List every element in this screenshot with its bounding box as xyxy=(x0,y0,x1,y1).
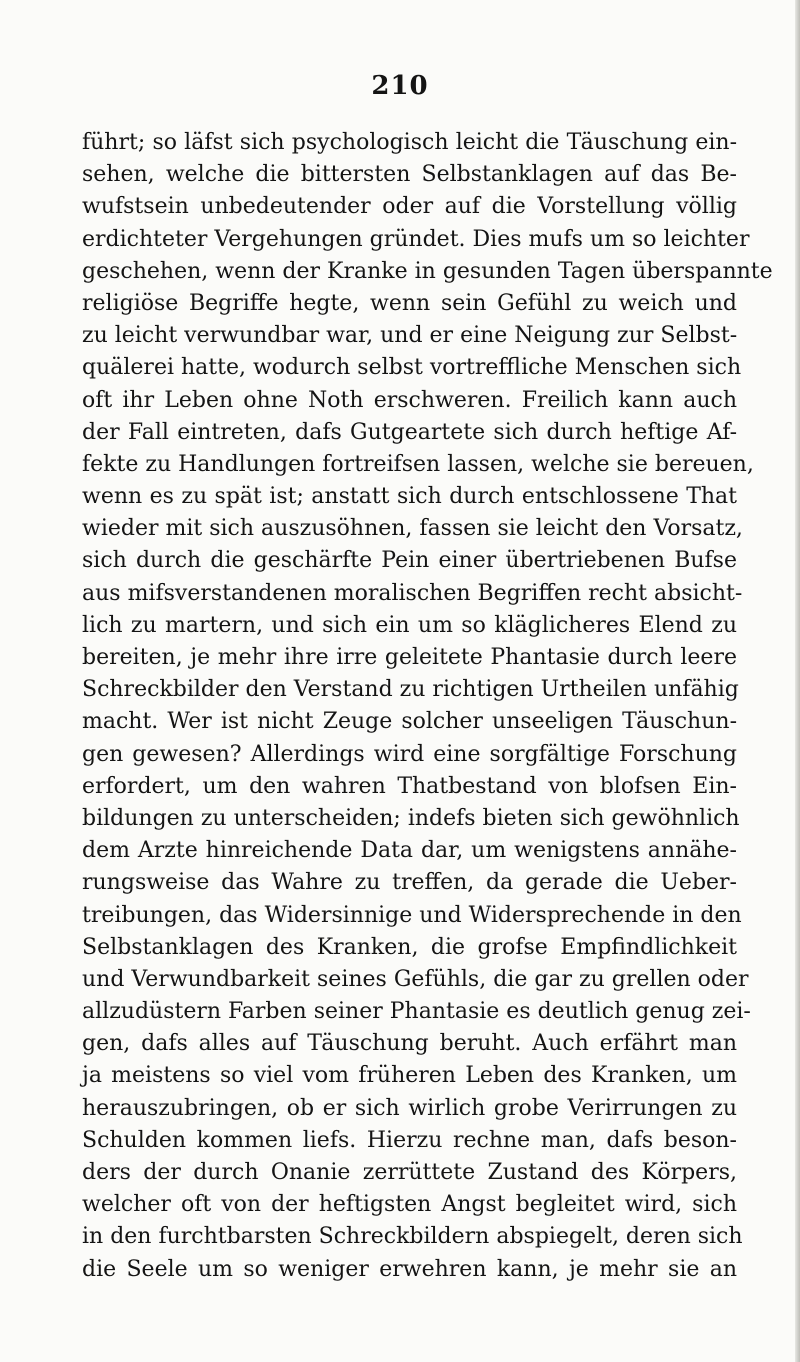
text-line: geschehen, wenn der Kranke in gesunden Tagen überspannte xyxy=(82,258,773,284)
text-line: fekte zu Handlungen fortreifsen lassen, welche sie bereuen, xyxy=(82,451,754,477)
text-line: religiöse Begriffe hegte, wenn sein Gefühl zu weich und xyxy=(82,290,737,316)
text-line: erfordert, um den wahren Thatbestand von blofsen Ein- xyxy=(82,773,737,799)
text-line: wenn es zu spät ist; anstatt sich durch entschlossene That xyxy=(82,484,737,510)
text-line: Schreckbilder den Verstand zu richtigen Urtheilen unfähig xyxy=(82,677,739,703)
text-line: dem Arzte hinreichende Data dar, um wenigstens annähe- xyxy=(82,838,737,864)
text-line: treibungen, das Widersinnige und Widersprechende in den xyxy=(82,902,742,928)
text-line: welcher oft von der heftigsten Angst begleitet wird, sich xyxy=(82,1192,737,1218)
text-line: rungsweise das Wahre zu treffen, da gerade die Ueber- xyxy=(82,870,737,896)
text-line: der Fall eintreten, dafs Gutgeartete sich durch heftige Af- xyxy=(82,419,737,445)
text-line: herauszubringen, ob er sich wirlich grobe Verirrungen zu xyxy=(82,1095,737,1121)
text-line: Selbstanklagen des Kranken, die grofse Empfindlichkeit xyxy=(82,934,737,960)
text-line: sehen, welche die bittersten Selbstanklagen auf das Be- xyxy=(82,162,737,188)
page-edge xyxy=(795,0,800,1362)
text-line: in den furchtbarsten Schreckbildern abspiegelt, deren sich xyxy=(82,1224,743,1250)
text-line: die Seele um so weniger erwehren kann, je mehr sie an xyxy=(82,1256,737,1282)
text-line: führt; so läfst sich psychologisch leicht die Täuschung ein- xyxy=(82,130,737,155)
text-line: gen gewesen? Allerdings wird eine sorgfältige Forschung xyxy=(82,741,737,767)
text-line: und Verwundbarkeit seines Gefühls, die gar zu grellen oder xyxy=(82,966,749,992)
text-line: bildungen zu unterscheiden; indefs bieten sich gewöhnlich xyxy=(82,805,740,831)
text-line: zu leicht verwundbar war, und er eine Neigung zur Selbst- xyxy=(82,323,738,349)
text-line: bereiten, je mehr ihre irre geleitete Phantasie durch leere xyxy=(82,645,737,670)
text-line: wufstsein unbedeutender oder auf die Vorstellung völlig xyxy=(82,194,737,220)
page-number: 210 xyxy=(371,71,429,101)
text-line: gen, dafs alles auf Täuschung beruht. Auch erfährt man xyxy=(82,1031,737,1057)
text-line: Schulden kommen liefs. Hierzu rechne man, dafs beson- xyxy=(82,1127,737,1153)
text-line: lich zu martern, und sich ein um so kläglicheres Elend zu xyxy=(82,612,737,638)
text-line: aus mifsverstandenen moralischen Begriffen recht absicht- xyxy=(82,580,743,606)
text-line: ders der durch Onanie zerrüttete Zustand des Körpers, xyxy=(82,1160,737,1185)
text-line: oft ihr Leben ohne Noth erschweren. Freilich kann auch xyxy=(82,387,737,413)
text-line: ja meistens so viel vom früheren Leben des Kranken, um xyxy=(82,1063,737,1089)
text-line: sich durch die geschärfte Pein einer übertriebenen Bufse xyxy=(82,548,737,574)
text-line: quälerei hatte, wodurch selbst vortreffliche Menschen sich xyxy=(82,355,742,381)
body-text xyxy=(82,127,773,1286)
text-line: wieder mit sich auszusöhnen, fassen sie leicht den Vorsatz, xyxy=(82,516,743,542)
text-line: allzudüstern Farben seiner Phantasie es deutlich genug zei- xyxy=(82,999,751,1025)
text-line: macht. Wer ist nicht Zeuge solcher unseeligen Täuschun- xyxy=(82,709,737,735)
text-line: erdichteter Vergehungen gründet. Dies mufs um so leichter xyxy=(82,226,750,252)
